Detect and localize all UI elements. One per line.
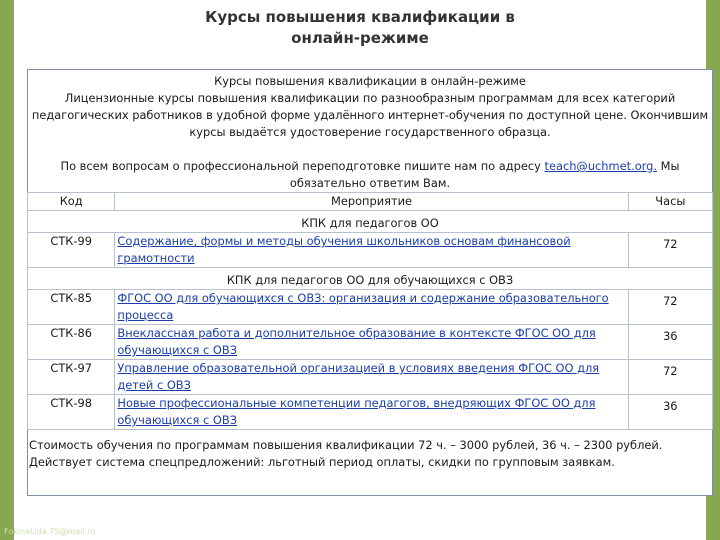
course-title-cell: [115, 233, 628, 268]
course-hours-cell: [628, 395, 712, 430]
course-hours-cell: [628, 233, 712, 268]
table-row: [28, 360, 713, 395]
course-code: СТК-99: [28, 233, 115, 268]
table-row: [28, 325, 713, 360]
course-hours: 72: [663, 237, 678, 251]
course-link[interactable]: Новые профессиональные компетенции педагогов, внедряющих ФГОС ОО для обучающихся с ОВЗ: [117, 396, 596, 427]
contact-text-before: По всем вопросам о профессиональной переподготовке пишите нам по адресу: [60, 159, 545, 173]
group-row-ordinary: [28, 211, 713, 233]
header-code: Код: [28, 193, 115, 211]
slide-title-line1: Курсы повышения квалификации в: [205, 8, 515, 26]
course-code: СТК-85: [28, 290, 115, 325]
group-row-ovz: [28, 268, 713, 290]
intro-heading: Курсы повышения квалификации в онлайн-режиме: [214, 74, 526, 88]
intro-line3: педагогических работников в удобной форме удалённого интернет-обучения по доступной цене. Окончившим: [31, 108, 709, 122]
author-watermark: FokinaLida.75@mail.ru: [4, 527, 96, 536]
group-title-ordinary: КПК для педагогов ОО: [28, 211, 713, 233]
course-title-cell: [115, 325, 628, 360]
course-hours: 36: [663, 329, 678, 343]
intro-line4: курсы выдаётся удостоверение государственного образца.: [189, 125, 551, 139]
special-offers-line: Действует система спецпредложений: льготный период оплаты, скидки по групповым заявкам.: [29, 455, 615, 469]
course-hours: 72: [663, 294, 678, 308]
contact-block: [28, 158, 712, 192]
course-title-cell: [115, 360, 628, 395]
course-title-cell: [115, 395, 628, 430]
slide-title-line2: онлайн-режиме: [291, 29, 429, 47]
contact-email-link[interactable]: teach@uchmet.org.: [544, 159, 658, 173]
table-row: [28, 395, 713, 430]
content-frame: [27, 69, 713, 496]
course-code: СТК-86: [28, 325, 115, 360]
pricing-line: Стоимость обучения по программам повышения квалификации 72 ч. – 3000 рублей, 36 ч. – 2300 рублей.: [29, 438, 663, 452]
course-hours-cell: [628, 325, 712, 360]
table-header-row: [28, 193, 713, 211]
intro-text: [28, 70, 712, 192]
course-hours-cell: [628, 360, 712, 395]
slide-title: [0, 7, 720, 49]
course-code: СТК-97: [28, 360, 115, 395]
intro-line2: Лицензионные курсы повышения квалификации по разнообразным программам для всех категорий: [64, 91, 676, 105]
course-code: СТК-98: [28, 395, 115, 430]
contact-line2: обязательно ответим Вам.: [289, 176, 451, 190]
group-title-ovz: КПК для педагогов ОО для обучающихся с ОВЗ: [28, 268, 713, 290]
course-hours: 72: [663, 364, 678, 378]
course-title-cell: [115, 290, 628, 325]
course-link[interactable]: Управление образовательной организацией в условиях введения ФГОС ОО для детей с ОВЗ: [117, 361, 600, 392]
pricing-footer: [28, 430, 712, 471]
courses-table: [27, 192, 713, 430]
table-row: [28, 233, 713, 268]
course-link[interactable]: Внеклассная работа и дополнительное образование в контексте ФГОС ОО для обучающихся с ОВЗ: [117, 326, 596, 357]
course-hours: 36: [663, 399, 678, 413]
course-link[interactable]: Содержание, формы и методы обучения школьников основам финансовой грамотности: [117, 234, 571, 265]
table-row: [28, 290, 713, 325]
contact-text-after: Мы: [657, 159, 680, 173]
decorative-band-left: [0, 0, 14, 540]
contact-line1: [28, 158, 712, 175]
course-hours-cell: [628, 290, 712, 325]
header-course: Мероприятие: [115, 193, 628, 211]
header-hours: Часы: [628, 193, 712, 211]
course-link[interactable]: ФГОС ОО для обучающихся с ОВЗ: организация и содержание образовательного процесса: [117, 291, 609, 322]
